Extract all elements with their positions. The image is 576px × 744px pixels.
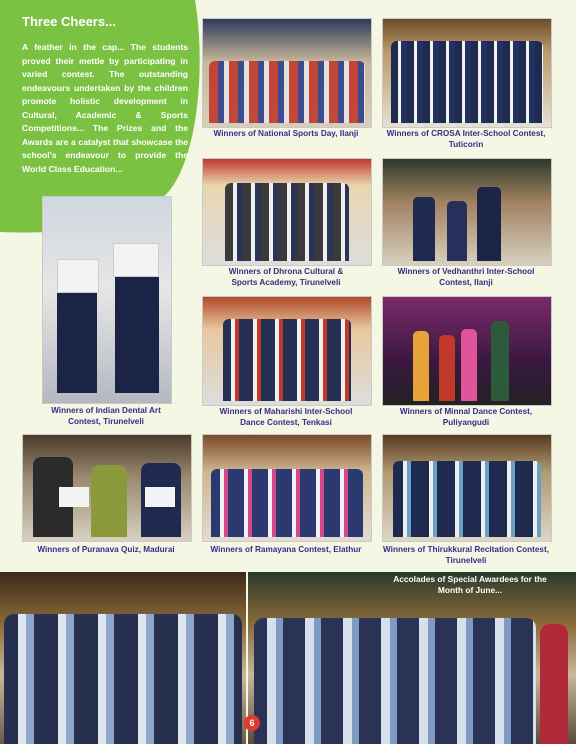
photo-national-sports-day xyxy=(202,18,372,128)
photo-crosa-contest xyxy=(382,18,552,128)
caption-dental-art-contest: Winners of Indian Dental Art Contest, Tirunelveli xyxy=(51,406,161,426)
caption-minnal-dance: Winners of Minnal Dance Contest, Puliyangudi xyxy=(399,407,533,427)
caption-national-sports-day: Winners of National Sports Day, Ilanji xyxy=(213,129,359,138)
page-title: Three Cheers... xyxy=(22,14,116,29)
caption-puranava-quiz: Winners of Puranava Quiz, Madurai xyxy=(37,545,175,554)
intro-block xyxy=(14,14,188,176)
caption-vedhanthri-contest: Winners of Vedhanthri Inter-School Contest, Ilanji xyxy=(397,267,535,287)
photo-special-awardees-right xyxy=(248,572,576,744)
photo-ramayana-contest xyxy=(202,434,372,542)
caption-crosa-contest: Winners of CROSA Inter-School Contest, Tuticorin xyxy=(386,129,546,149)
photo-maharishi-dance xyxy=(202,296,372,406)
intro-text: A feather in the cap... The students proved their mettle by participating in varied contest. The outstanding endeavours undertaken by the children promote holistic development in Cultural, Academic & Sports Competitions... The Prizes and the Awards are a catalyst that showcase the school's endeavour to provide the World Class Education... xyxy=(22,42,188,174)
photo-thirukkural-recitation xyxy=(382,434,552,542)
caption-maharishi-dance: Winners of Maharishi Inter-School Dance Contest, Tenkasi xyxy=(219,407,353,427)
page-number-badge: 6 xyxy=(244,715,260,731)
caption-thirukkural-recitation: Winners of Thirukkural Recitation Contest, Tirunelveli xyxy=(383,545,549,565)
photo-special-awardees-left xyxy=(0,572,246,744)
caption-ramayana-contest: Winners of Ramayana Contest, Elathur xyxy=(210,545,362,554)
accolades-caption: Accolades of Special Awardees for the Month of June... xyxy=(393,574,547,595)
photo-puranava-quiz xyxy=(22,434,192,542)
photo-minnal-dance xyxy=(382,296,552,406)
caption-dhrona-academy: Winners of Dhrona Cultural & Sports Academy, Tirunelveli xyxy=(228,267,344,287)
photo-vedhanthri-contest xyxy=(382,158,552,266)
photo-dental-art-contest xyxy=(42,196,172,404)
photo-dhrona-academy xyxy=(202,158,372,266)
